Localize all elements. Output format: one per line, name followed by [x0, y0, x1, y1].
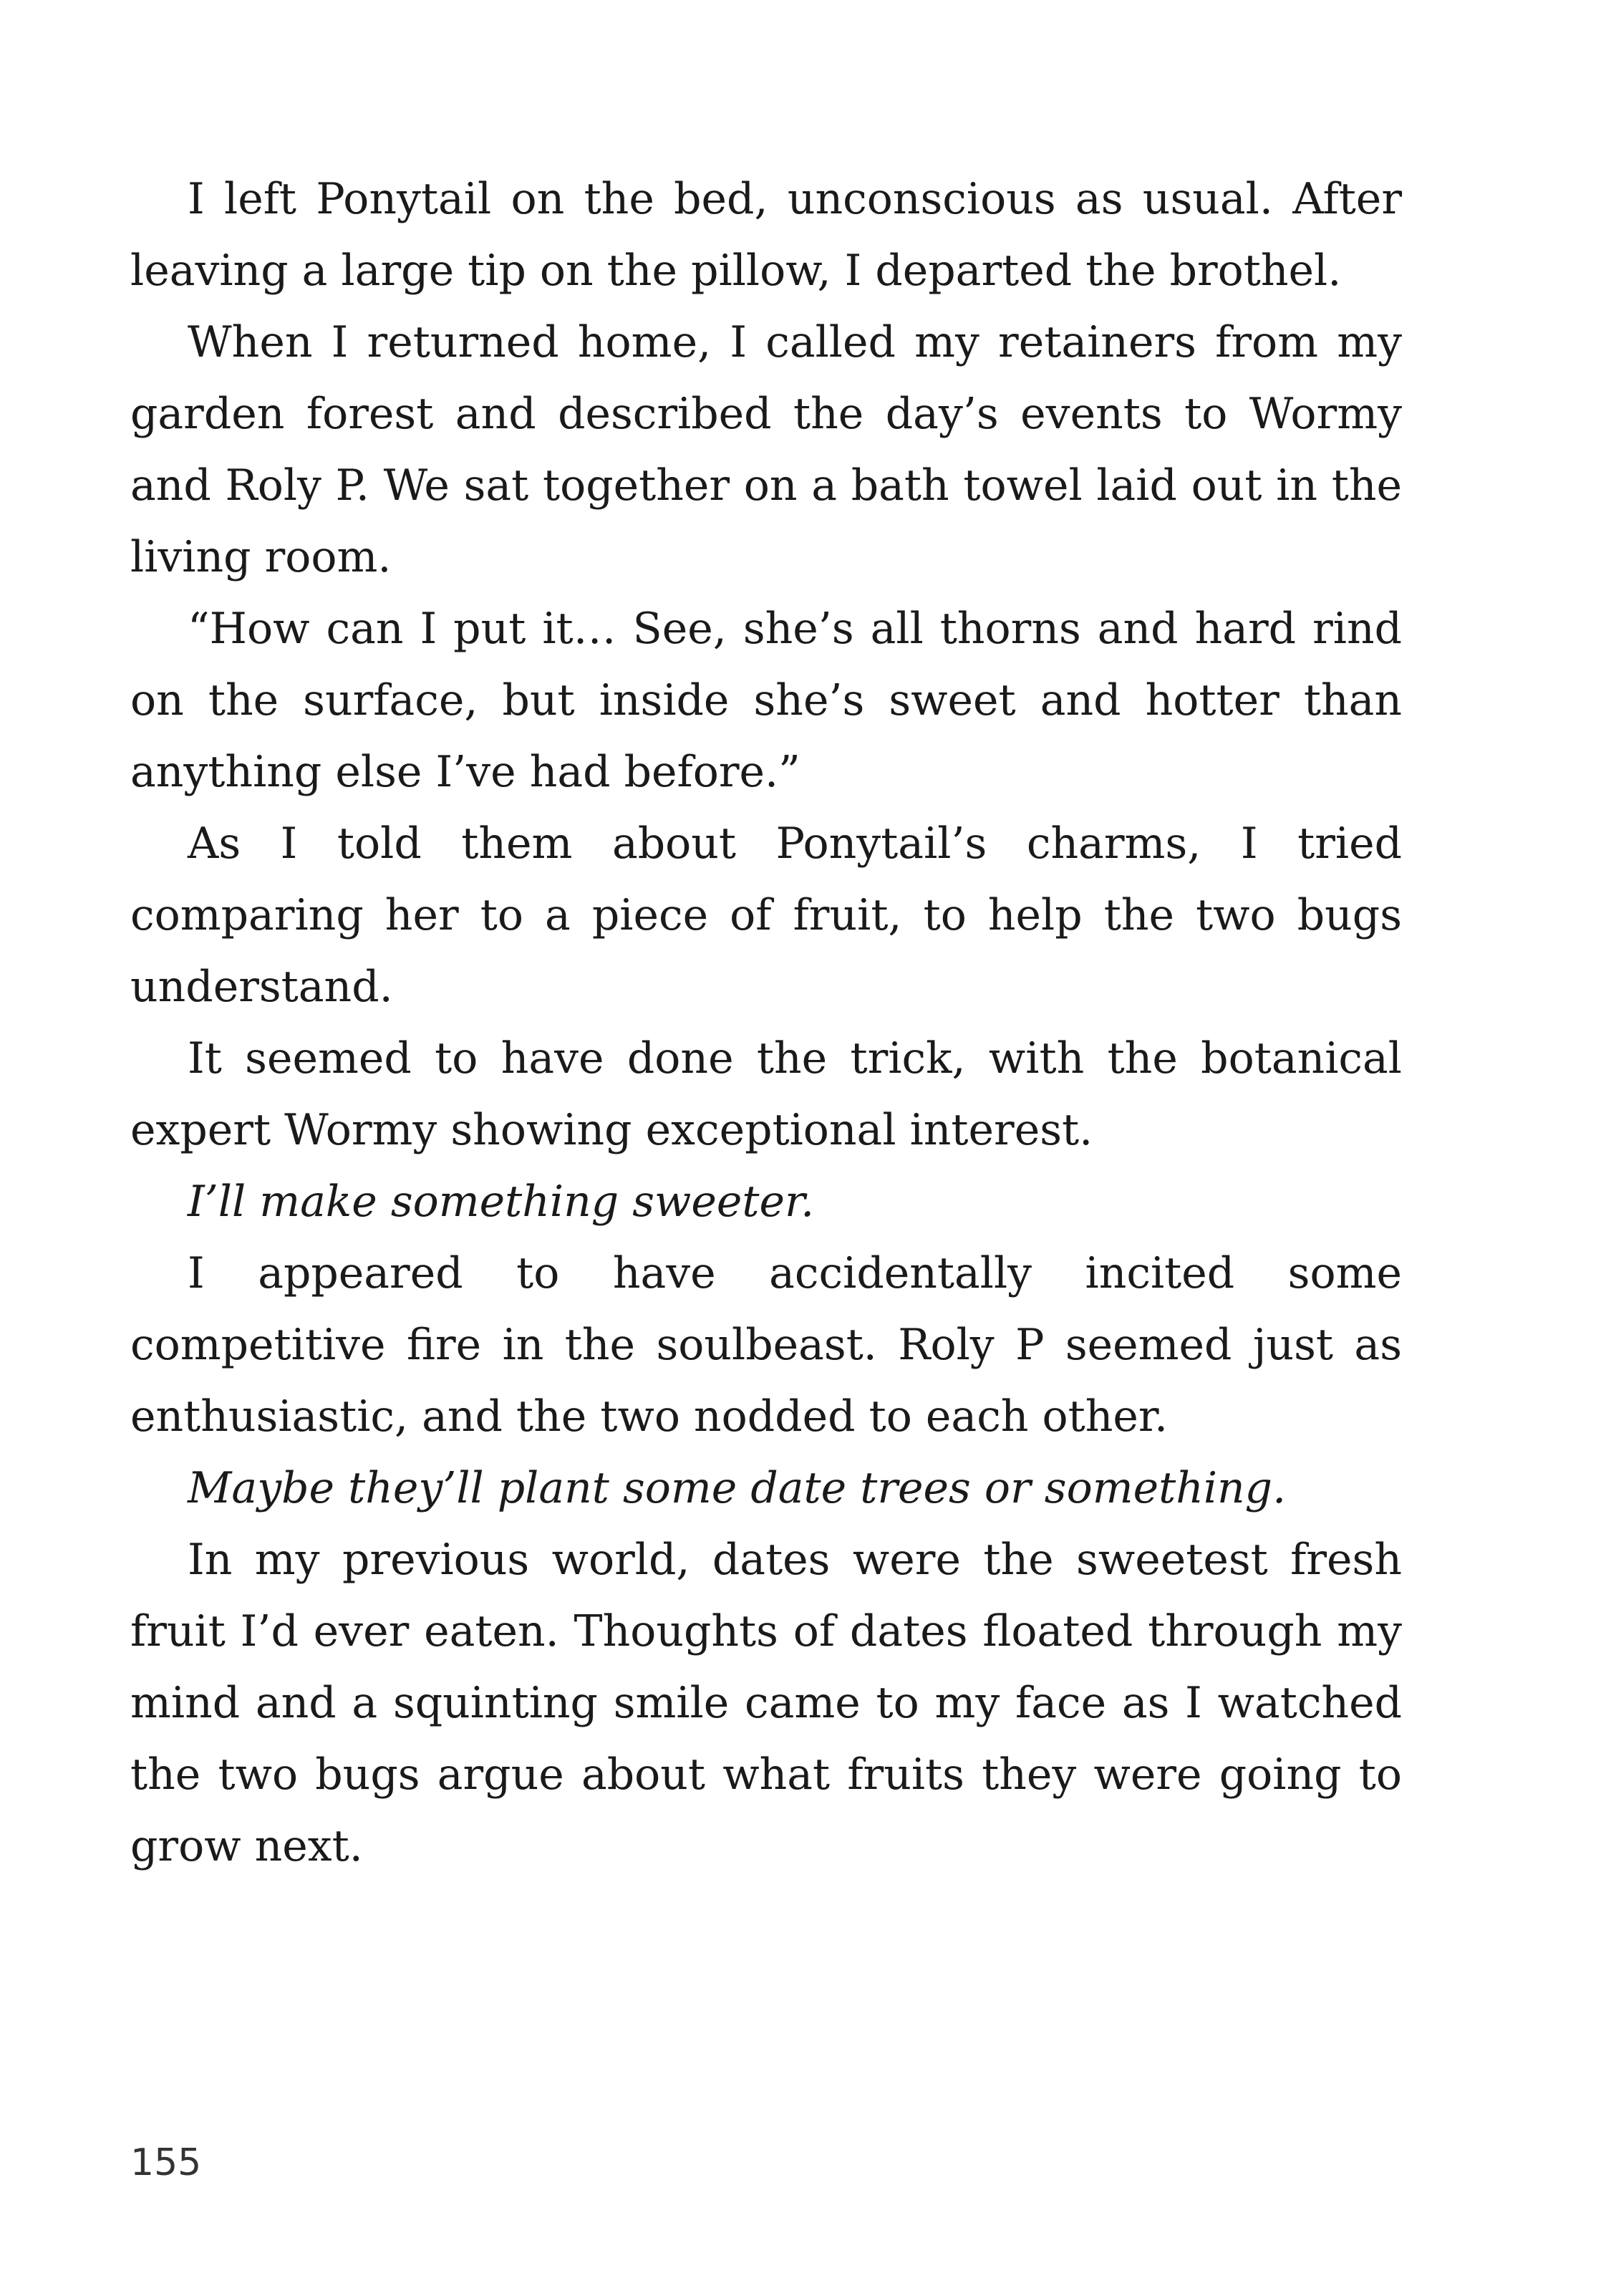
paragraph: I appeared to have accidentally incited some competitive fire in the soulbeast. Roly P seemed just as enthusiastic, and the two nodded to each other.	[130, 1248, 1402, 1442]
paragraph: It seemed to have done the trick, with the botanical expert Wormy showing exceptional interest.	[130, 1033, 1402, 1155]
page-number: 155	[130, 2141, 202, 2184]
body-text	[130, 163, 1402, 1882]
paragraph: As I told them about Ponytail’s charms, I tried comparing her to a piece of fruit, to help the two bugs understand.	[130, 819, 1402, 1012]
paragraph: I left Ponytail on the bed, unconscious as usual. After leaving a large tip on the pillow, I departed the brothel.	[130, 174, 1402, 296]
paragraph: “How can I put it… See, she’s all thorns and hard rind on the surface, but inside she’s sweet and hotter than anything else I’ve had before.”	[130, 604, 1402, 797]
paragraph: When I returned home, I called my retainers from my garden forest and described the day’s events to Wormy and Roly P. We sat together on a bath towel laid out in the living room.	[130, 317, 1402, 582]
paragraph-thought: Maybe they’ll plant some date trees or something.	[188, 1463, 1287, 1513]
paragraph: In my previous world, dates were the sweetest fresh fruit I’d ever eaten. Thoughts of dates floated through my mind and a squinting smile came to my face as I watched the two bugs argue about what fruits they were going to grow next.	[130, 1535, 1402, 1871]
paragraph-thought: I’ll make something sweeter.	[188, 1177, 815, 1227]
